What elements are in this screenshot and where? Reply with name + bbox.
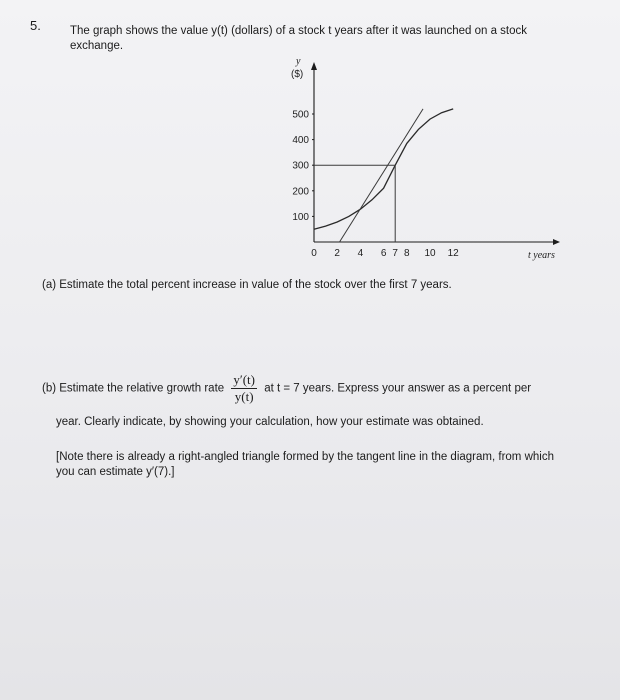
- y-ticks: [292, 110, 314, 223]
- question-intro: The graph shows the value y(t) (dollars) of a stock t years after it was launched on a stock exchange.: [70, 25, 528, 52]
- x-tick-label: 4: [357, 248, 364, 259]
- x-axis-label: t years: [528, 250, 555, 261]
- part-a-question: (a) Estimate the total percent increase in value of the stock over the first 7 years.: [42, 279, 452, 291]
- hint-note: [Note there is already a right-angled triangle formed by the tangent line in the diagram, from which you can estimate y′(7).]: [56, 451, 554, 478]
- x-tick-label: 12: [447, 248, 459, 259]
- x-tick-label: 10: [424, 248, 436, 259]
- x-tick-label: 2: [334, 248, 340, 259]
- relative-growth-fraction: [231, 372, 257, 405]
- part-b-suffix: at t = 7 years. Express your answer as a percent per: [264, 382, 532, 395]
- fraction-numerator: y′(t): [233, 372, 255, 387]
- tangent-line: [340, 109, 424, 242]
- y-tick-label: 200: [292, 186, 309, 198]
- x-axis-arrow: [553, 239, 560, 245]
- y-tick-label: 300: [292, 160, 309, 172]
- y-axis-unit-label: ($): [291, 69, 304, 80]
- part-b-question: [42, 372, 562, 405]
- x-tick-label: 6: [380, 248, 387, 259]
- x-tick-label: 8: [404, 248, 410, 259]
- y-tick-label: 400: [292, 135, 309, 147]
- y-axis-arrow: [311, 62, 317, 70]
- x-tick-label: 0: [311, 248, 317, 259]
- y-tick-label: 100: [292, 211, 309, 223]
- x-ticks: [311, 248, 459, 259]
- fraction-denominator: y(t): [234, 389, 254, 404]
- stock-value-curve: [314, 109, 453, 229]
- y-tick-label: 500: [292, 109, 309, 121]
- question-number: 5.: [30, 18, 41, 33]
- part-b-instructions: year. Clearly indicate, by showing your calculation, how your estimate was obtained.: [56, 416, 484, 428]
- stock-value-graph: [280, 50, 570, 272]
- part-b-prefix: (b) Estimate the relative growth rate: [42, 382, 225, 395]
- x-tick-label: 7: [392, 248, 398, 259]
- y-axis-label: y: [296, 56, 301, 67]
